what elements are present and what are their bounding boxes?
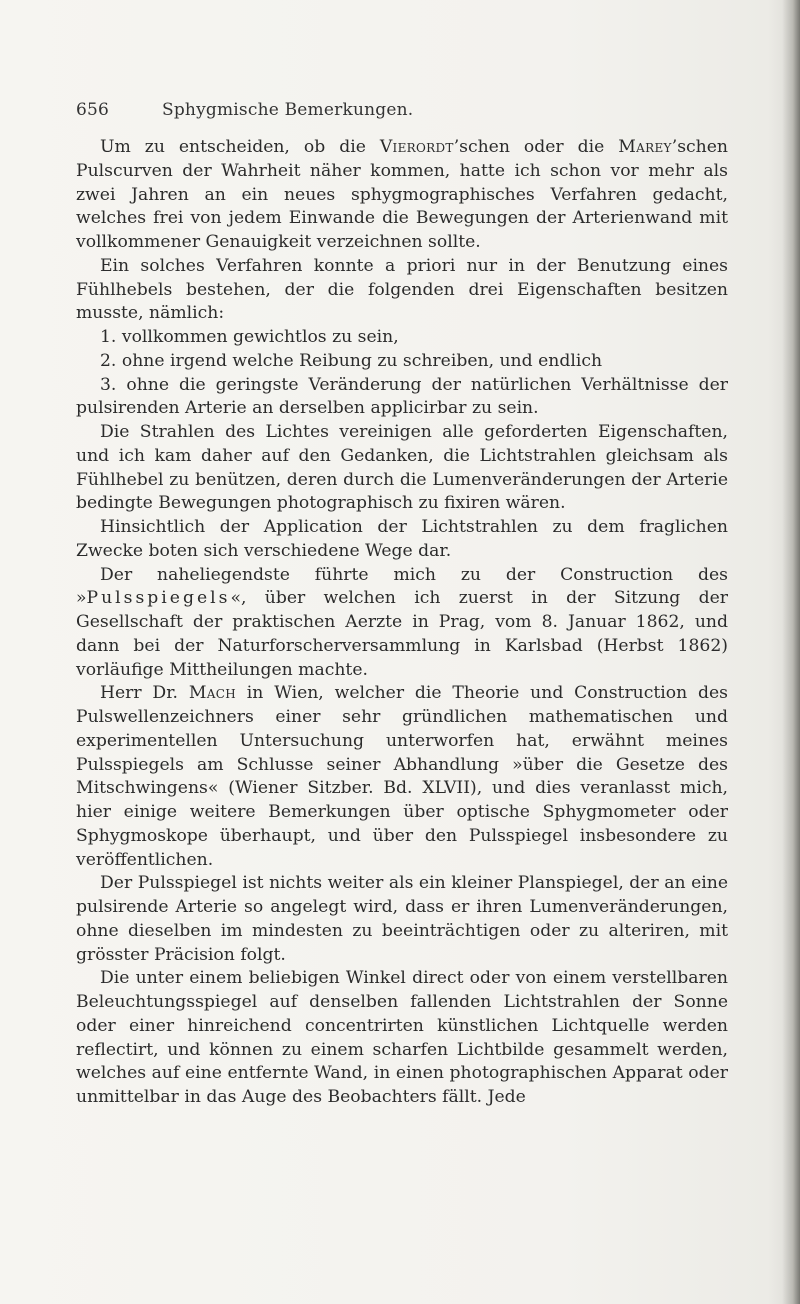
text-run: Der naheliegendste führte mich zu der Construction des » <box>76 564 728 609</box>
text-run: Um zu entscheiden, ob die <box>100 137 380 157</box>
text-run: Hinsichtlich der Application der Lichtstrahlen zu dem fraglichen Zwecke boten sich verschiedene Wege dar. <box>76 517 728 561</box>
text-run: Der Pulsspiegel ist nichts weiter als ein kleiner Planspiegel, der an eine pulsirende Arterie so angelegt wird, dass er ihren Lumenveränderungen, ohne dieselben im mindesten zu beeinträchtigen oder zu alteriren, mit grösster Präcision folgt. <box>76 873 728 965</box>
name-smallcaps: Marey <box>618 137 672 157</box>
paragraph <box>76 255 728 326</box>
text-run: ’schen Pulscurven der Wahrheit näher kommen, hatte ich schon vor mehr als zwei Jahren an ein neues sphygmographisches Verfahren gedacht, welches frei von jedem Einwande die Bewegungen der Arterienwand mit vollkommener Genauigkeit verzeichnen sollte. <box>76 137 728 252</box>
paragraph <box>76 421 728 516</box>
name-smallcaps: Vierordt <box>379 137 454 157</box>
paragraph <box>76 350 728 374</box>
text-run: «, über welchen ich zuerst in der Sitzung der Gesellschaft der praktischen Aerzte in Prag, vom 8. Januar 1862, und dann bei der Naturforscherversammlung in Karlsbad (Herbst 1862) vorläufige Mittheilungen machte. <box>76 588 728 680</box>
spaced-term: Pulsspiegels <box>86 588 231 609</box>
text-run: Herr Dr. <box>100 683 189 704</box>
paragraph <box>76 136 728 255</box>
paragraph <box>76 326 728 350</box>
running-title: Sphygmische Bemerkungen. <box>162 100 414 120</box>
name-smallcaps: Mach <box>188 683 236 704</box>
paragraph <box>76 564 728 683</box>
text-run: 1. vollkommen gewichtlos zu sein, <box>100 327 399 347</box>
text-run: Die Strahlen des Lichtes vereinigen alle geforderten Eigenschaften, und ich kam daher auf den Gedanken, die Lichtstrahlen gleichsam als Fühlhebel zu benützen, deren durch die Lumenveränderungen der Arterie bedingte Bewegungen photographisch zu fixiren wären. <box>76 422 728 514</box>
text-run: ’schen oder die <box>453 137 619 157</box>
paragraph <box>76 374 728 422</box>
paragraph <box>76 682 728 872</box>
page-edge-shadow <box>782 0 800 1304</box>
page-number: 656 <box>76 100 110 120</box>
body-text <box>76 136 728 1110</box>
text-run: 3. ohne die geringste Veränderung der natürlichen Verhältnisse der pulsirenden Arterie an derselben applicirbar zu sein. <box>76 374 728 419</box>
text-run: Die unter einem beliebigen Winkel direct oder von einem verstellbaren Beleuchtungsspiegel auf denselben fallenden Lichtstrahlen der Sonne oder einer hinreichend concentrirten künstlichen Lichtquelle werden reflectirt, und können zu einem scharfen Lichtbilde gesammelt werden, welches auf eine entfernte Wand, in einen photographischen Apparat oder unmittelbar in das Auge des Beobachters fällt. Jede <box>76 968 728 1107</box>
text-run: 2. ohne irgend welche Reibung zu schreiben, und endlich <box>100 350 603 371</box>
text-run: in Wien, welcher die Theorie und Construction des Pulswellenzeichners einer sehr gründlichen mathematischen und experimentellen Untersuchung unterworfen hat, erwähnt meines Pulsspiegels am Schlusse seiner Abhandlung »über die Gesetze des Mitschwingens« (Wiener Sitzber. Bd. XLVII), und dies veranlasst mich, hier einige weitere Bemerkungen über optische Sphygmometer oder Sphygmoskope überhaupt, und über den Pulsspiegel insbesondere zu veröffentlichen. <box>76 683 729 870</box>
paragraph <box>76 516 728 564</box>
paragraph <box>76 967 728 1110</box>
paragraph <box>76 872 728 967</box>
text-run: Ein solches Verfahren konnte a priori nur in der Benutzung eines Fühlhebels bestehen, der die folgenden drei Eigenschaften besitzen musste, nämlich: <box>76 255 728 324</box>
